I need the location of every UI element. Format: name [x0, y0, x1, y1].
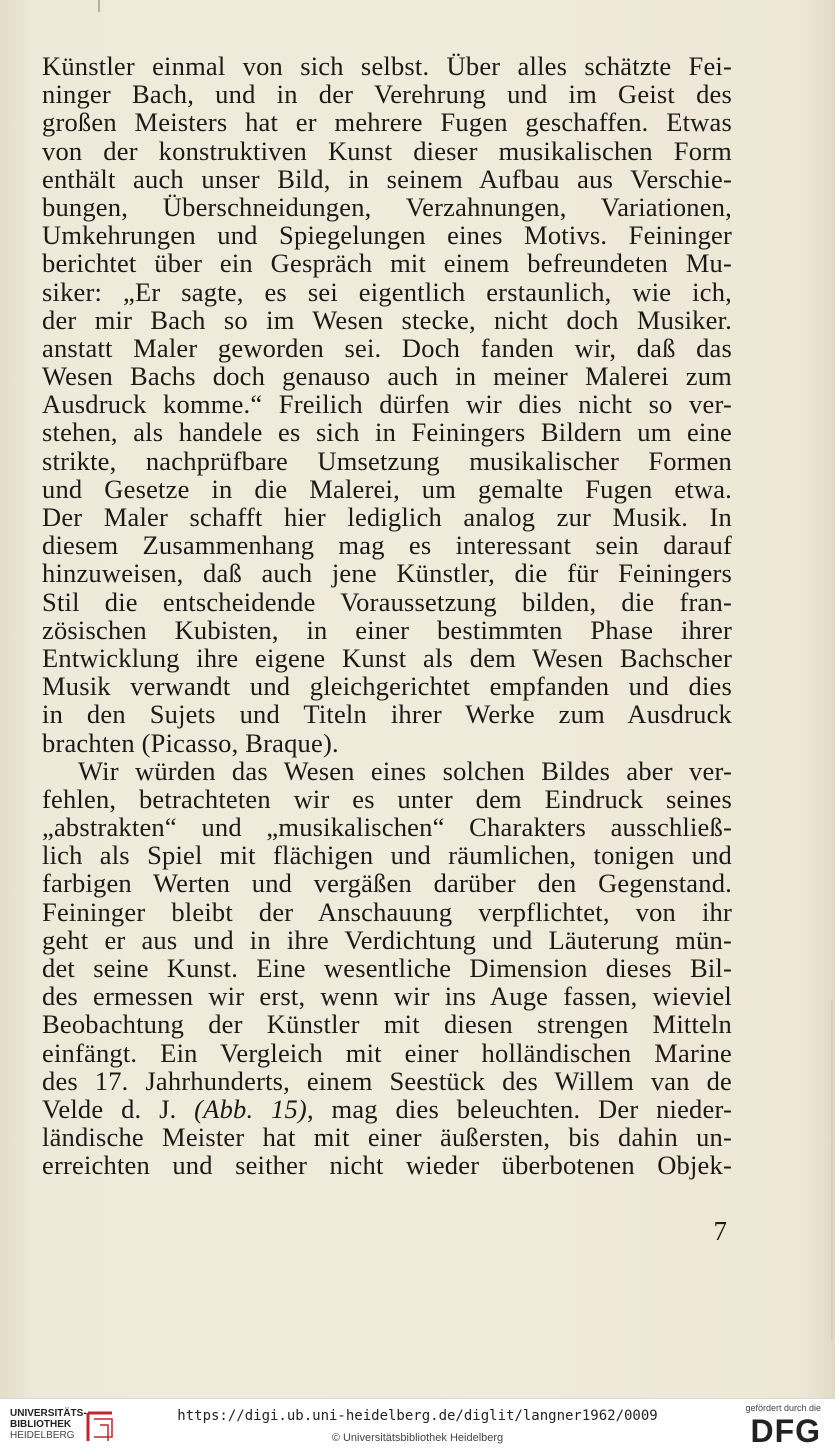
- page-number: 7: [713, 1216, 727, 1246]
- text-line: stehen, als handele es sich in Feiningers Bildern um eine: [42, 417, 732, 448]
- funder-note: gefördert durch die: [745, 1403, 821, 1413]
- text-line-with-figure-ref: [42, 1095, 732, 1123]
- dfg-logo[interactable]: DFG: [750, 1413, 821, 1449]
- page-edge-mark: [98, 0, 100, 12]
- viewer-footer: [0, 1398, 835, 1455]
- text-line: und Gesetze in die Malerei, um gemalte Fugen etwa.: [42, 473, 732, 504]
- text-line: von der konstruktiven Kunst dieser musikalischen Form: [42, 135, 732, 166]
- text-line: der mir Bach so im Wesen stecke, nicht doch Musiker.: [42, 304, 732, 335]
- text-line: ländische Meister hat mit einer äußersten, bis dahin un-: [42, 1122, 732, 1153]
- text-line: Umkehrungen und Spiegelungen eines Motivs. Feininger: [42, 220, 732, 251]
- text-line: Stil die entscheidende Voraussetzung bilden, die fran-: [42, 586, 732, 617]
- library-name-line3: HEIDELBERG: [10, 1430, 75, 1441]
- text-line: diesem Zusammenhang mag es interessant sein darauf: [42, 530, 732, 561]
- text-line: Wir würden das Wesen eines solchen Bildes aber ver-: [78, 755, 732, 786]
- text-line: Künstler einmal von sich selbst. Über alles schätzte Fei-: [42, 51, 732, 81]
- text-line: Beobachtung der Künstler mit diesen strengen Mitteln: [42, 1009, 732, 1040]
- text-line: det seine Kunst. Eine wesentliche Dimension dieses Bil-: [42, 953, 732, 983]
- text-line: des 17. Jahrhunderts, einem Seestück des Willem van de: [42, 1065, 732, 1096]
- document-url-link[interactable]: https://digi.ub.uni-heidelberg.de/diglit/langner1962/0009: [177, 1408, 658, 1424]
- text-line: in den Sujets und Titeln ihrer Werke zum Ausdruck: [42, 699, 732, 730]
- text-line: des ermessen wir erst, wenn wir ins Auge fassen, wieviel: [42, 981, 732, 1012]
- text-line: erreichten und seither nicht wieder überbotenen Objek-: [42, 1150, 732, 1181]
- text-line: strikte, nachprüfbare Umsetzung musikalischer Formen: [42, 445, 732, 476]
- copyright-notice: © Universitätsbibliothek Heidelberg: [331, 1432, 504, 1444]
- text-line: einfängt. Ein Vergleich mit einer holländischen Marine: [42, 1037, 732, 1068]
- text-line: großen Meisters hat er mehrere Fugen geschaffen. Etwas: [42, 107, 732, 138]
- text-line: bungen, Überschneidungen, Verzahnungen, Variationen,: [42, 191, 732, 222]
- library-name-line1: UNIVERSITÄTS-: [10, 1408, 87, 1419]
- text-line: Feininger bleibt der Anschauung verpflichtet, von ihr: [42, 896, 732, 927]
- text-line: Wesen Bachs doch genauso auch in meiner Malerei zum: [42, 361, 732, 392]
- text-line: fehlen, betrachteten wir es unter dem Eindruck seines: [42, 783, 732, 814]
- text-line: hinzuweisen, daß auch jene Künstler, die für Feiningers: [42, 558, 732, 589]
- text-line: berichtet über ein Gespräch mit einem befreundeten Mu-: [42, 248, 732, 279]
- text-line: Der Maler schafft hier lediglich analog zur Musik. In: [42, 502, 732, 532]
- figure-reference: (Abb. 15): [194, 1093, 307, 1124]
- library-name-line2: BIBLIOTHEK: [10, 1419, 72, 1430]
- text-line: brachten (Picasso, Braque).: [42, 727, 339, 758]
- text-line: ninger Bach, und in der Verehrung und im Geist des: [42, 79, 732, 110]
- text-line: farbigen Werten und vergäßen darüber den Gegenstand.: [42, 868, 732, 899]
- text-line: enthält auch unser Bild, in seinem Aufbau aus Verschie-: [42, 163, 732, 194]
- text-line: siker: „Er sagte, es sei eigentlich erstaunlich, wie ich,: [42, 276, 732, 307]
- text-line: geht er aus und in ihre Verdichtung und Läuterung mün-: [42, 924, 732, 955]
- text-line: Musik verwandt und gleichgerichtet empfanden und dies: [42, 671, 732, 702]
- page-edge-shadow: [831, 1000, 833, 1340]
- line-start: Velde d. J.: [42, 1093, 195, 1124]
- body-text: [42, 52, 732, 1180]
- text-line: Ausdruck komme.“ Freilich dürfen wir dies nicht so ver-: [42, 389, 732, 420]
- text-line: Entwicklung ihre eigene Kunst als dem Wesen Bachscher: [42, 642, 732, 673]
- text-line: zösischen Kubisten, in einer bestimmten Phase ihrer: [42, 614, 732, 645]
- text-line: „abstrakten“ und „musikalischen“ Charakters ausschließ-: [42, 812, 732, 843]
- text-line: lich als Spiel mit flächigen und räumlichen, tonigen und: [42, 840, 732, 871]
- line-end: , mag dies beleuchten. Der nieder-: [306, 1093, 732, 1124]
- text-line: anstatt Maler geworden sei. Doch fanden wir, daß das: [42, 332, 732, 363]
